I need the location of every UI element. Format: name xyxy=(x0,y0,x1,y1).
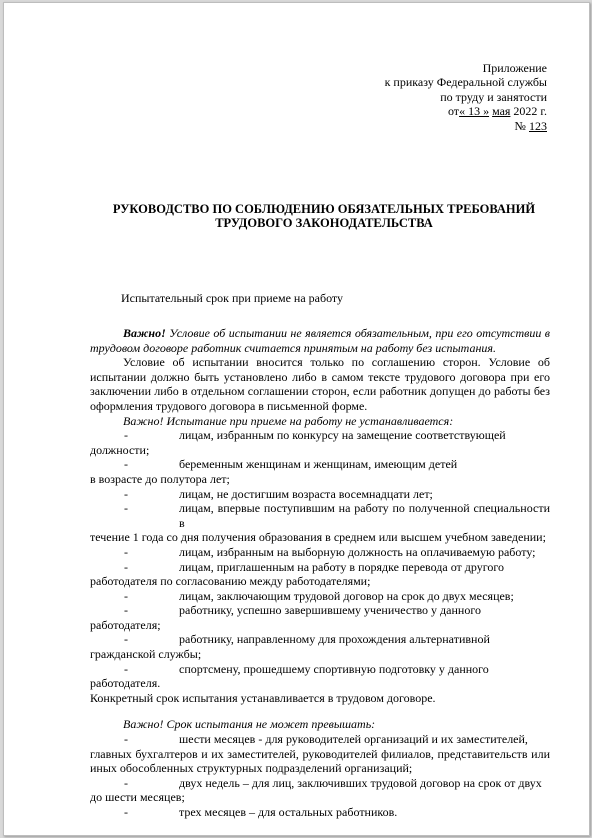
list-item xyxy=(90,428,550,457)
list-item-text: шести месяцев - для руководителей организаций и их заместителей, xyxy=(179,732,528,747)
exemption-list xyxy=(90,428,550,691)
number-prefix: № xyxy=(514,118,526,133)
list-item xyxy=(90,776,550,805)
list-item xyxy=(90,805,550,820)
list-item xyxy=(90,589,550,604)
list-item-continuation: течение 1 года со дня получения образования в среднем или высшем учебном заведении; xyxy=(90,530,546,545)
document-page xyxy=(3,2,590,836)
list-item-text: трех месяцев – для остальных работников. xyxy=(179,805,398,819)
list-item-continuation: гражданской службы; xyxy=(90,647,202,662)
list-item-text: лицам, заключающим трудовой договор на срок до двух месяцев; xyxy=(179,588,514,603)
list-bullet: - xyxy=(124,632,128,647)
paragraph: Конкретный срок испытания устанавливается в трудовом договоре. xyxy=(90,690,436,705)
header-line: к приказу Федеральной службы xyxy=(384,75,547,90)
date-year: 2022 г. xyxy=(513,104,547,119)
list-item xyxy=(90,545,550,560)
list-item-text: лицам, избранным по конкурсу на замещение соответствующей xyxy=(179,428,506,443)
list-bullet: - xyxy=(124,559,128,574)
list-item xyxy=(90,560,550,589)
list-item xyxy=(90,603,550,632)
section-subtitle: Испытательный срок при приеме на работу xyxy=(121,291,344,305)
list-bullet: - xyxy=(124,486,128,501)
date-prefix: от xyxy=(447,104,460,119)
list-item-text: работнику, успешно завершившему ученичество у данного xyxy=(179,603,481,618)
header-date xyxy=(385,104,547,118)
list-item-text: работнику, направленному для прохождения альтернативной xyxy=(179,632,490,647)
header-number xyxy=(385,119,547,133)
list-item-continuation: работодателя; xyxy=(90,617,161,632)
important-text: Условие об испытании не является обязательным, при его отсутствии в трудовом договоре работник считается принятым на работу без испытания. xyxy=(90,326,550,355)
list-item xyxy=(90,662,550,691)
list-bullet: - xyxy=(124,603,128,618)
list-item-continuation: работодателя по согласованию между работодателями; xyxy=(90,574,371,589)
list-item-text: лицам, впервые поступившим на работу по полученной специальности в xyxy=(179,501,550,530)
title-line: РУКОВОДСТВО ПО СОБЛЮДЕНИЮ ОБЯЗАТЕЛЬНЫХ ТРЕБОВАНИЙ xyxy=(112,202,536,216)
list-bullet: - xyxy=(124,544,128,559)
list-bullet: - xyxy=(124,661,128,676)
list-item xyxy=(90,457,550,486)
list-bullet: - xyxy=(124,428,128,443)
list-item xyxy=(90,632,550,661)
header-line: по труду и занятости xyxy=(440,89,547,104)
date-day: « 13 » xyxy=(459,104,490,119)
list-item-text: двух недель – для лиц, заключивших трудовой договор на срок от двух xyxy=(179,775,542,790)
list-bullet: - xyxy=(124,457,128,472)
paragraph-important-3: Важно! Срок испытания не может превышать: xyxy=(123,717,376,732)
list-item-continuation: главных бухгалтеров и их заместителей, руководителей филиалов, представительств или иных обособленных структурных подразделений организаций; xyxy=(90,746,550,776)
list-item-continuation: должности; xyxy=(90,442,150,457)
date-month: мая xyxy=(492,104,511,119)
list-item xyxy=(90,501,550,545)
document-header xyxy=(385,61,547,133)
paragraph: Условие об испытании вносится только по соглашению сторон. Условие об испытании должно быть установлено либо в самом тексте трудового договора при его заключении либо в отдельном соглашении сторон, если работник допущен до работы без оформления трудового договора в письменной форме. xyxy=(90,355,550,413)
term-limit-list xyxy=(90,732,550,820)
list-bullet: - xyxy=(124,775,128,790)
list-item xyxy=(90,487,550,502)
list-item-continuation: до шести месяцев; xyxy=(90,790,185,805)
header-line: Приложение xyxy=(482,61,547,75)
order-number: 123 xyxy=(529,118,547,133)
list-item-text: лицам, приглашенным на работу в порядке перевода от другого xyxy=(179,559,504,574)
list-item-continuation: работодателя. xyxy=(90,676,161,691)
paragraph-important-1 xyxy=(90,326,550,355)
list-item-continuation: в возрасте до полутора лет; xyxy=(90,471,230,486)
list-item-text: лицам, не достигшим возраста восемнадцати лет; xyxy=(179,486,433,501)
list-bullet: - xyxy=(124,805,128,819)
list-item xyxy=(90,732,550,776)
list-item-text: спортсмену, прошедшему спортивную подготовку у данного xyxy=(179,661,489,676)
list-bullet: - xyxy=(124,501,128,516)
list-item-text: лицам, избранным на выборную должность на оплачиваемую работу; xyxy=(179,544,536,559)
list-item-text: беременным женщинам и женщинам, имеющим детей xyxy=(179,457,458,472)
list-bullet: - xyxy=(124,732,128,747)
document-body xyxy=(90,326,550,820)
list-bullet: - xyxy=(124,588,128,603)
title-line: ТРУДОВОГО ЗАКОНОДАТЕЛЬСТВА xyxy=(215,216,433,230)
paragraph-important-2: Важно! Испытание при приеме на работу не устанавливается: xyxy=(123,413,454,428)
document-title xyxy=(94,202,554,230)
important-label: Важно! xyxy=(123,326,166,340)
